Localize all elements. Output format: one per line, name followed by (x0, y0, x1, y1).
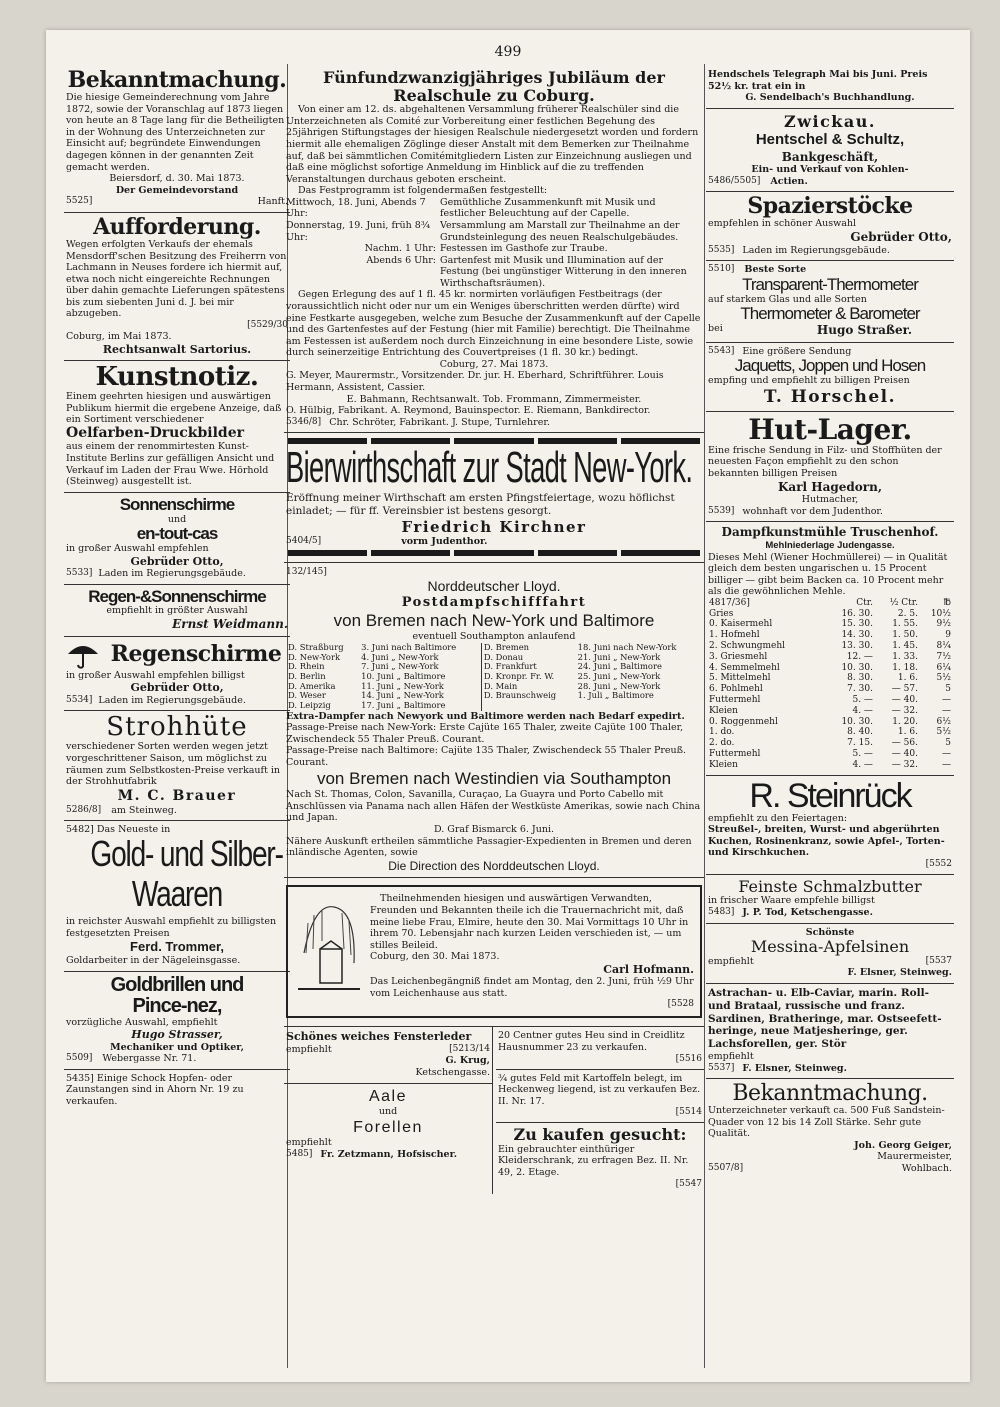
ad-title: Zu kaufen gesucht: (513, 1125, 687, 1145)
table-row: 1. do. 8. 40. 1. 6. 5½ (709, 727, 951, 738)
ad-text: empfiehlt in größter Auswahl (106, 605, 248, 617)
table-row: D. Amerika 11. Juni „ New-York D. Main 28. Juni „ New-York (288, 680, 661, 691)
ad-ref: 5483] (708, 907, 735, 918)
program-item: Nachm. 1 Uhr: Festessen im Gasthofe zur Traube. (364, 243, 608, 255)
ad-subtitle: Schönste (805, 926, 855, 938)
table-row: Futtermehl 5. — — 40. — (709, 695, 951, 705)
ad-text: Passage-Preise nach Baltimore: Cajüte 135 Thaler, Zwischendeck 55 Thaler Preuß. Courant. (286, 745, 686, 768)
ad-fensterleder (284, 1027, 492, 1083)
ad-text: Dieses Mehl (Wiener Hochmüllerei) — in Qualität gleich dem besten ungarischen u. 15 Procent billiger — gibt beim Backen ca. 10 Procent mehr als die gewöhnlichen Mehle. (708, 551, 948, 598)
ad-signature: M. C. Brauer (117, 787, 237, 804)
ad-address: Laden im Regierungsgebäude. (742, 244, 890, 256)
table-row: Kleien 4. — — 32. — (709, 705, 951, 716)
ad-ref: 5507/8] (708, 1163, 744, 1174)
small-ads-row (284, 1027, 704, 1193)
ad-text-2: empfiehlt (708, 1050, 754, 1062)
ad-title: R. Steinrück (749, 776, 911, 815)
ad-address: Laden im Regierungsgebäude. (98, 694, 246, 706)
ad-signature: J. P. Tod, Ketschengasse. (742, 907, 873, 919)
table-header: 4817/36] Ctr. ½ Ctr. ℔ (709, 597, 951, 608)
ad-text: auf starkem Glas und alle Sorten (708, 293, 867, 305)
ad-text: aus einem der renommirtesten Kunst-Institute Berlins zur gefälligen Ansicht und Verkauf im Laden der Frau Wwe. Hörhold (Steinweg) ausgestellt ist. (66, 441, 275, 488)
table-row: 0. Kaisermehl 15. 30. 1. 55. 9½ (709, 619, 951, 630)
ad-place: Coburg, im Mai 1873. (66, 330, 172, 342)
ad-zwickau (706, 109, 954, 193)
ad-signature: Gebrüder Otto, (130, 681, 224, 695)
ad-signature: G. Krug, (445, 1055, 490, 1067)
table-row: D. Rhein 7. Juni „ New-York D. Frankfurt 24. Juni „ Baltimore (288, 661, 662, 672)
ad-text: 5435] Einige Schock Hopfen- oder Zaunstangen sind in Ahorn Nr. 19 zu verkaufen. (66, 1072, 244, 1107)
ad-regenschirme (64, 637, 290, 712)
table-row: D. Berlin 10. Juni „ Baltimore D. Kronpr. Fr. W. 25. Juni „ New-York (288, 671, 661, 682)
newspaper-page (46, 30, 970, 1382)
column-left (64, 66, 290, 1368)
ad-signature: Fr. Zetzmann, Hofsischer. (320, 1148, 458, 1160)
ad-title-2: Pince-nez, (132, 994, 222, 1017)
ad-bekanntmachung (64, 66, 290, 213)
page-number: 499 (494, 44, 522, 60)
ad-title: Hut-Lager. (748, 413, 912, 447)
ad-text: empfing und empfiehlt zu billigen Preisen (708, 375, 910, 387)
ad-caviar (706, 984, 954, 1079)
ad-title: Dampfkunstmühle Truschenhof. (721, 525, 939, 540)
ad-zu-kaufen (496, 1123, 704, 1193)
ad-title: Jaquetts, Joppen und Hosen (734, 356, 926, 376)
ad-text: Nähere Auskunft ertheilen sämmtliche Passagier-Expedienten in Bremen und deren inländische Agenten, sowie (286, 835, 692, 859)
ad-title: Aale (368, 1087, 408, 1105)
ad-subtitle: Hutmacher, (801, 494, 859, 506)
ad-title-2: Waaren (131, 875, 223, 914)
ad-subtitle: Postdampfschifffahrt (401, 594, 587, 610)
ad-schmalzbutter (706, 875, 954, 924)
ad-title-2: Thermometer & Barometer (740, 304, 920, 324)
ad-ref: 5346/8] (286, 416, 322, 427)
ad-kunstnotiz (64, 361, 290, 493)
ad-subtitle: Maurermeister, (877, 1151, 952, 1163)
column-rule (704, 64, 705, 1368)
ad-name: Hanft. (257, 196, 288, 208)
ad-ref: 5286/8] (66, 804, 102, 815)
ad-text: Unterzeichneter verkauft ca. 500 Fuß Sandstein-Quader von 12 bis 14 Zoll Stärke. Sehr gute Qualität. (708, 1105, 945, 1140)
ad-text: bei (708, 323, 723, 335)
ad-signature: T. Horschel. (763, 386, 897, 407)
ad-ref: [5537 (925, 955, 952, 966)
ad-text: Extra-Dampfer nach Newyork und Baltimore werden nach Bedarf expedirt. (286, 710, 685, 722)
ad-bierwirthschaft (284, 433, 704, 562)
ad-signature: Karl Hagedorn, (777, 479, 883, 494)
price-table (708, 598, 952, 771)
ornament-bar (286, 438, 702, 444)
ad-subtitle: Mehlniederlage Judengasse. (765, 539, 895, 551)
ad-text: Hendschels Telegraph Mai bis Juni. Preis 52½ kr. trat ein in (708, 69, 928, 92)
ad-text: in frischer Waare empfehle billigst (708, 895, 875, 907)
ad-aale (284, 1084, 492, 1165)
ad-ref: 5485] (286, 1148, 313, 1159)
ad-text: empfiehlt zu den Feiertagen: (708, 812, 848, 824)
ad-text: empfiehlt (708, 955, 754, 967)
ad-ref: [5547 (675, 1178, 702, 1189)
ad-and: und (378, 1106, 398, 1118)
ad-ship: D. Graf Bismarck 6. Juni. (433, 824, 555, 836)
ad-names: O. Hülbig, Fabrikant. A. Reymond, Bauinspector. E. Riemann, Bankdirector. (286, 405, 651, 417)
program-item: Mittwoch, 18. Juni, Abends 7 Uhr: Gemüthliche Zusammenkunft mit Musik und festlicher Beleuchtung auf der Capelle. (286, 196, 656, 220)
ad-text: Nach St. Thomas, Colon, Savanilla, Curaçao, La Guayra und Porto Cabello mit Anschlüssen via Panama nach allen Häfen der Westküste Amerikas, sowie nach China und Japan. (286, 789, 701, 824)
ad-text: empfehlen in schöner Auswahl (708, 218, 857, 230)
ad-signature: Carl Hofmann. (603, 962, 694, 976)
ad-title: Gold- und Silber- (90, 835, 283, 874)
ad-subtitle: en-tout-cas (136, 524, 218, 544)
table-row: 6. Pohlmehl 7. 30. — 57. 5 (709, 684, 951, 695)
ad-title: Bekanntmachung. (67, 67, 287, 93)
ad-ref: 5535] (708, 244, 735, 255)
ad-signature: Ernst Weidmann. (172, 616, 288, 631)
ad-kunstmuehle (706, 522, 954, 775)
ad-jubilaeum (284, 66, 704, 433)
ad-place: Coburg, 27. Mai 1873. (439, 358, 549, 370)
ad-title: Feinste Schmalzbutter (738, 876, 922, 896)
ad-title: Sonnenschirme (119, 494, 235, 514)
ad-title: Kunstnotiz. (95, 361, 259, 392)
ad-signature: Die Direction des Norddeutschen Lloyd. (388, 858, 600, 873)
ornament-bar (286, 550, 702, 556)
table-row: 1. Hofmehl 14. 30. 1. 50. 9 (709, 630, 951, 641)
ad-thermometer (706, 261, 954, 342)
memorial-willow-icon (294, 893, 364, 1003)
ad-text: empfiehlt (286, 1043, 332, 1055)
ad-feld (496, 1070, 704, 1124)
ad-text-2: Gegen Erlegung des auf 1 fl. 45 kr. normirten vorläufigen Festbeitrags (der voraussichtlich nicht oder nur um ein Weniges überschritten werden dürfte) wird eine Festkarte ausgegeben, welche zum Besuche der Zusammenkunft auf der Capelle und des Gartenfestes auf der Festung (hier mit Familie) berechtigt. Die Theilnahme am Festessen ist außerdem noch durch Einzeichnung in eine besondere Liste, sowie durch seinerzeitige Entrichtung des Couvertpreises (1 fl. 30 kr.) bedingt. (286, 289, 701, 359)
table-row: D. Straßburg 3. Juni nach Baltimore D. Bremen 18. Juni nach New-York (288, 642, 677, 653)
ad-subtitle: Bankgeschäft, (781, 149, 879, 164)
ad-text: Astrachan- u. Elb-Caviar, marin. Roll- und Brataal, russische und franz. Sardinen, Bratheringe, mar. Ostseefett-heringe, neue Matjesheringe, ger. Lachsforellen, ger. Stör (708, 986, 942, 1051)
table-row: 4. Semmelmehl 10. 30. 1. 18. 6¼ (709, 662, 951, 673)
ad-aufforderung (64, 213, 290, 361)
ad-text: empfiehlt (286, 1137, 332, 1149)
ad-signature: Der Gemeindevorstand (115, 184, 239, 196)
column-right (706, 66, 954, 1368)
ad-address: vorm Judenthor. (401, 536, 488, 548)
ad-signature: Hugo Straßer. (816, 323, 912, 338)
program-item: Donnerstag, 19. Juni, früh 8¾ Uhr: Versammlung am Marstall zur Theilnahme an der Grundsteinlegung des neuen Realschulgebäudes. (286, 219, 680, 243)
ad-text: Das Leichenbegängniß findet am Montag, den 2. Juni, früh ½9 Uhr vom Leichenhause aus statt. (370, 976, 694, 999)
ad-items: Streußel-, breiten, Wurst- und abgerührten Kuchen, Rosinenkranz, sowie Apfel-, Torten- und Kirschkuchen. (708, 824, 945, 859)
ad-text: vorzügliche Auswahl, empfiehlt (66, 1016, 218, 1028)
ad-signature: F. Elsner, Steinweg. (847, 967, 952, 979)
ad-ref: 5509] (66, 1053, 93, 1064)
ad-ref: 5404/5] (286, 536, 322, 547)
route-via: eventuell Southampton anlaufend (412, 631, 576, 643)
ad-signature: Rechtsanwalt Sartorius. (102, 342, 252, 356)
ad-title: Bekanntmachung. (732, 1081, 928, 1107)
ad-text: Die hiesige Gemeinderechnung vom Jahre 1872, sowie der Voranschlag auf 1873 liegen von heute an 8 Tage lang für die Betheiligten in der Wohnung des Unterzeichneten zur Einsicht auf; begründete Einwendungen dagegen können in der genannten Zeit gemacht werden. (66, 92, 285, 173)
table-row: D. Leipzig 17. Juni „ Baltimore (286, 701, 702, 711)
table-row: D. New-York 4. Juni „ New-York D. Donau 21. Juni „ New-York (288, 651, 661, 662)
umbrella-icon (66, 640, 100, 670)
ad-address: Laden im Regierungsgebäude. (98, 567, 246, 579)
ad-signature: Gebrüder Otto, (130, 554, 224, 568)
ad-regen-sonnenschirme (64, 585, 290, 637)
ad-goldbrillen (64, 972, 290, 1070)
ad-address: Ketschengasse. (415, 1066, 490, 1078)
ad-names: Chr. Schröter, Fabrikant. J. Stupe, Turnlehrer. (329, 416, 550, 428)
ad-ref: [5213/14 (449, 1043, 490, 1054)
ad-text: in großer Auswahl empfehlen (66, 542, 209, 554)
ad-text: ¾ gutes Feld mit Kartoffeln belegt, im Heckenweg liegend, ist zu verkaufen Bez. II. Nr. 17. (498, 1072, 701, 1107)
ad-ref: 132/145] (286, 566, 327, 577)
ad-names: E. Bahmann, Rechtsanwalt. Tob. Frommann, Zimmermeister. (346, 393, 642, 405)
ad-ref: 5534] (66, 694, 93, 705)
ad-names: G. Meyer, Maurermstr., Vorsitzender. Dr. jur. H. Eberhard, Schriftführer. Louis Hermann, Assistent, Cassier. (286, 370, 664, 394)
ad-ref: [5552 (925, 858, 952, 869)
ad-address: Webergasse Nr. 71. (102, 1053, 197, 1065)
ad-subtitle: Mechaniker und Optiker, (110, 1041, 244, 1053)
ad-bekanntmachung-2 (706, 1079, 954, 1179)
ad-ref: 5510] (708, 264, 735, 275)
ad-title: Norddeutscher Lloyd. (427, 577, 561, 594)
ad-hopfen (64, 1070, 290, 1112)
ad-jaquetts (706, 343, 954, 413)
ad-ref: [5528 (667, 999, 694, 1010)
ad-text: in reichster Auswahl empfiehlt zu billigsten festgesetzten Preisen (66, 915, 277, 939)
ad-title: Zwickau. (784, 111, 876, 131)
ad-address: Wohlbach. (901, 1163, 952, 1175)
ad-mourning (284, 878, 704, 1027)
ad-text: Ein gebrauchter einthüriger Kleiderschrank, zu erfragen Bez. II. Nr. 49, 2. Etage. (498, 1143, 689, 1178)
ad-signature: Ferd. Trommer, (130, 939, 224, 955)
ad-text: Von einer am 12. ds. abgehaltenen Versammlung früherer Realschüler sind die Unterzeichneten als Comité zur Vorbereitung einer festlichen Begehung des 25jährigen Stiftungstages der hiesigen Realschule niedergesetzt worden und fordern hiermit alle ehemaligen Zöglinge dieser Anstalt mit dem Bemerken zur Theilnahme auf, daß bei sämmtlichen Comitémitgliedern Listen zur Einzeichnung ausliegen und daß eine möglichst sofortige Anmeldung im Hinblick auf die zu treffenden Veranstaltungen durchaus geboten erscheint. (286, 104, 699, 185)
ad-address: wohnhaft vor dem Judenthor. (742, 505, 883, 517)
ad-text-end: Actien. (770, 175, 808, 187)
ad-subtitle: Beste Sorte (744, 264, 807, 276)
ad-telegraph (706, 66, 954, 109)
program-item: Abends 6 Uhr: Gartenfest mit Musik und Illumination auf der Festung (bei ungünstiger Witterung in den inneren Wirthschaftsräumen). (366, 254, 687, 289)
ad-lloyd (284, 563, 704, 879)
table-row: Kleien 4. — — 32. — (709, 759, 951, 770)
table-row: 3. Griesmehl 12. — 1. 33. 7½ (709, 651, 951, 662)
ad-title-2: Realschule zu Coburg. (393, 85, 595, 105)
ad-ref: [5516 (675, 1053, 702, 1064)
ad-firm: Hentschel & Schultz, (755, 131, 905, 149)
table-row: 5. Mittelmehl 8. 30. 1. 6. 5½ (709, 673, 951, 684)
ad-title: Spazierstöcke (747, 193, 913, 220)
ad-title: Fünfundzwanzigjähriges Jubiläum der (323, 68, 665, 87)
ad-address: Goldarbeiter in der Nägeleinsgasse. (66, 955, 241, 966)
ad-steinrueck (706, 776, 954, 875)
ad-title: Aufforderung. (93, 213, 261, 240)
ad-signature: F. Elsner, Steinweg. (742, 1062, 847, 1074)
table-row: 2. Schwungmehl 13. 30. 1. 45. 8¼ (709, 641, 951, 652)
column-center (284, 66, 704, 1368)
table-row: D. Weser 14. Juni „ New-York D. Braunschweig 1. Juli „ Baltimore (288, 690, 654, 701)
route-heading: von Bremen nach New-York und Baltimore (333, 610, 655, 630)
ad-signature: Gebrüder Otto, (850, 230, 952, 244)
ad-ref: 5482] Das Neueste in (66, 824, 171, 836)
program-list (286, 197, 702, 290)
ad-ref: 5525] (66, 196, 93, 207)
ad-place: Coburg, den 30. Mai 1873. (370, 951, 500, 963)
ad-title: Schönes weiches Fensterleder (286, 1030, 472, 1044)
ad-title: Regen-&Sonnenschirme (88, 586, 266, 606)
ad-and: und (167, 513, 187, 525)
ad-text: Eine frische Sendung in Filz- und Stoffhüten der neuesten Façon empfiehlt zu den schon bekannten billigen Preisen (708, 444, 942, 479)
ship-schedule (286, 643, 702, 711)
ad-spazierstoecke (706, 192, 954, 261)
ad-text: Passage-Preise nach New-York: Erste Cajüte 165 Thaler, zweite Cajüte 100 Thaler, Zwischendeck 55 Thaler Preuß. Courant. (286, 722, 684, 745)
ad-text: Ein- und Verkauf von Kohlen- (751, 164, 909, 176)
ad-text: Einem geehrten hiesigen und auswärtigen Publikum hiermit die ergebene Anzeige, daß ein Sortiment verschiedener (66, 391, 282, 426)
table-row: 2. do. 7. 15. — 56. 5 (709, 738, 951, 749)
ad-text: Theilnehmenden hiesigen und auswärtigen Verwandten, Freunden und Bekannten theile ich die Trauernachricht mit, daß meine liebe Frau, Elmire, heute den 30. Mai Vormittags 10 Uhr in ihrem 70. Lebensjahr nach kurzen Leiden verschieden ist, — um stilles Beileid. (370, 893, 689, 951)
ad-text: in großer Auswahl empfehlen billigst (66, 669, 245, 681)
ad-text: Eröffnung meiner Wirthschaft am ersten Pfingstfeiertage, wozu höflichst einladet; — für ff. Vereinsbier ist bestens gesorgt. (286, 492, 675, 518)
ad-title: Strohhüte (106, 712, 248, 743)
ad-text: verschiedener Sorten werden wegen jetzt vorgeschrittener Saison, um möglichst zu räumen zum Selbstkosten-Preise verkauft in der Strohhutfabrik (66, 741, 280, 788)
ad-ref: 5537] (708, 1062, 735, 1073)
ad-apfelsinen (706, 924, 954, 984)
table-row: Gries 16. 30. 2. 5. 10½ (709, 608, 951, 619)
table-row: Futtermehl 5. — — 40. — (709, 748, 951, 759)
route-heading: von Bremen nach Westindien via Southampton (316, 768, 672, 788)
ad-title: Regenschirme (110, 641, 282, 668)
ad-text: Eine größere Sendung (742, 345, 852, 357)
ad-program-intro: Das Festprogramm ist folgendermaßen festgestellt: (298, 185, 548, 197)
table-row: 0. Roggenmehl 10. 30. 1. 20. 6½ (709, 716, 951, 727)
ad-title: Messina-Apfelsinen (750, 937, 910, 957)
ad-title-2: Forellen (353, 1118, 423, 1136)
ad-address: am Steinweg. (111, 804, 177, 816)
ad-signature: G. Sendelbach's Buchhandlung. (745, 92, 915, 104)
ad-ref: [5529/30 (247, 320, 288, 331)
ad-strohhuete (64, 711, 290, 821)
ad-title: Bierwirthschaft zur Stadt New-York. (286, 446, 693, 493)
ad-ref: 5533] (66, 567, 93, 578)
ad-signature: Joh. Georg Geiger, (854, 1139, 952, 1151)
ad-title: Transparent-Thermometer (742, 274, 918, 294)
ad-heu (496, 1027, 704, 1069)
ad-signature: Hugo Strasser, (131, 1028, 223, 1042)
ad-title: Goldbrillen und (110, 973, 244, 996)
ad-text: 20 Centner gutes Heu sind in Creidlitz Hausnummer 23 zu verkaufen. (498, 1030, 685, 1053)
ad-text: Wegen erfolgten Verkaufs der ehemals Mensdorff'schen Besitzung des Freiherrn von Lachmann in Neuses fordere ich hiermit auf, etwa noch nicht eingereichte Rechnungen über dahin gemachte Lieferungen spätestens bis zum siebenten Juni d. J. bei mir abzugeben. (66, 238, 287, 320)
ad-hutlager (706, 412, 954, 522)
ad-ref: 5539] (708, 505, 735, 516)
ad-sonnenschirme (64, 493, 290, 585)
ad-ref: 5543] (708, 345, 735, 356)
ad-subtitle: Oelfarben-Druckbilder (66, 425, 244, 441)
ad-gold-silber (64, 821, 290, 971)
ad-signature: Friedrich Kirchner (401, 517, 587, 536)
ad-place: Beiersdorf, d. 30. Mai 1873. (109, 173, 245, 185)
ad-ref: [5514 (675, 1107, 702, 1118)
ad-ref: 5486/5505] (708, 175, 761, 186)
